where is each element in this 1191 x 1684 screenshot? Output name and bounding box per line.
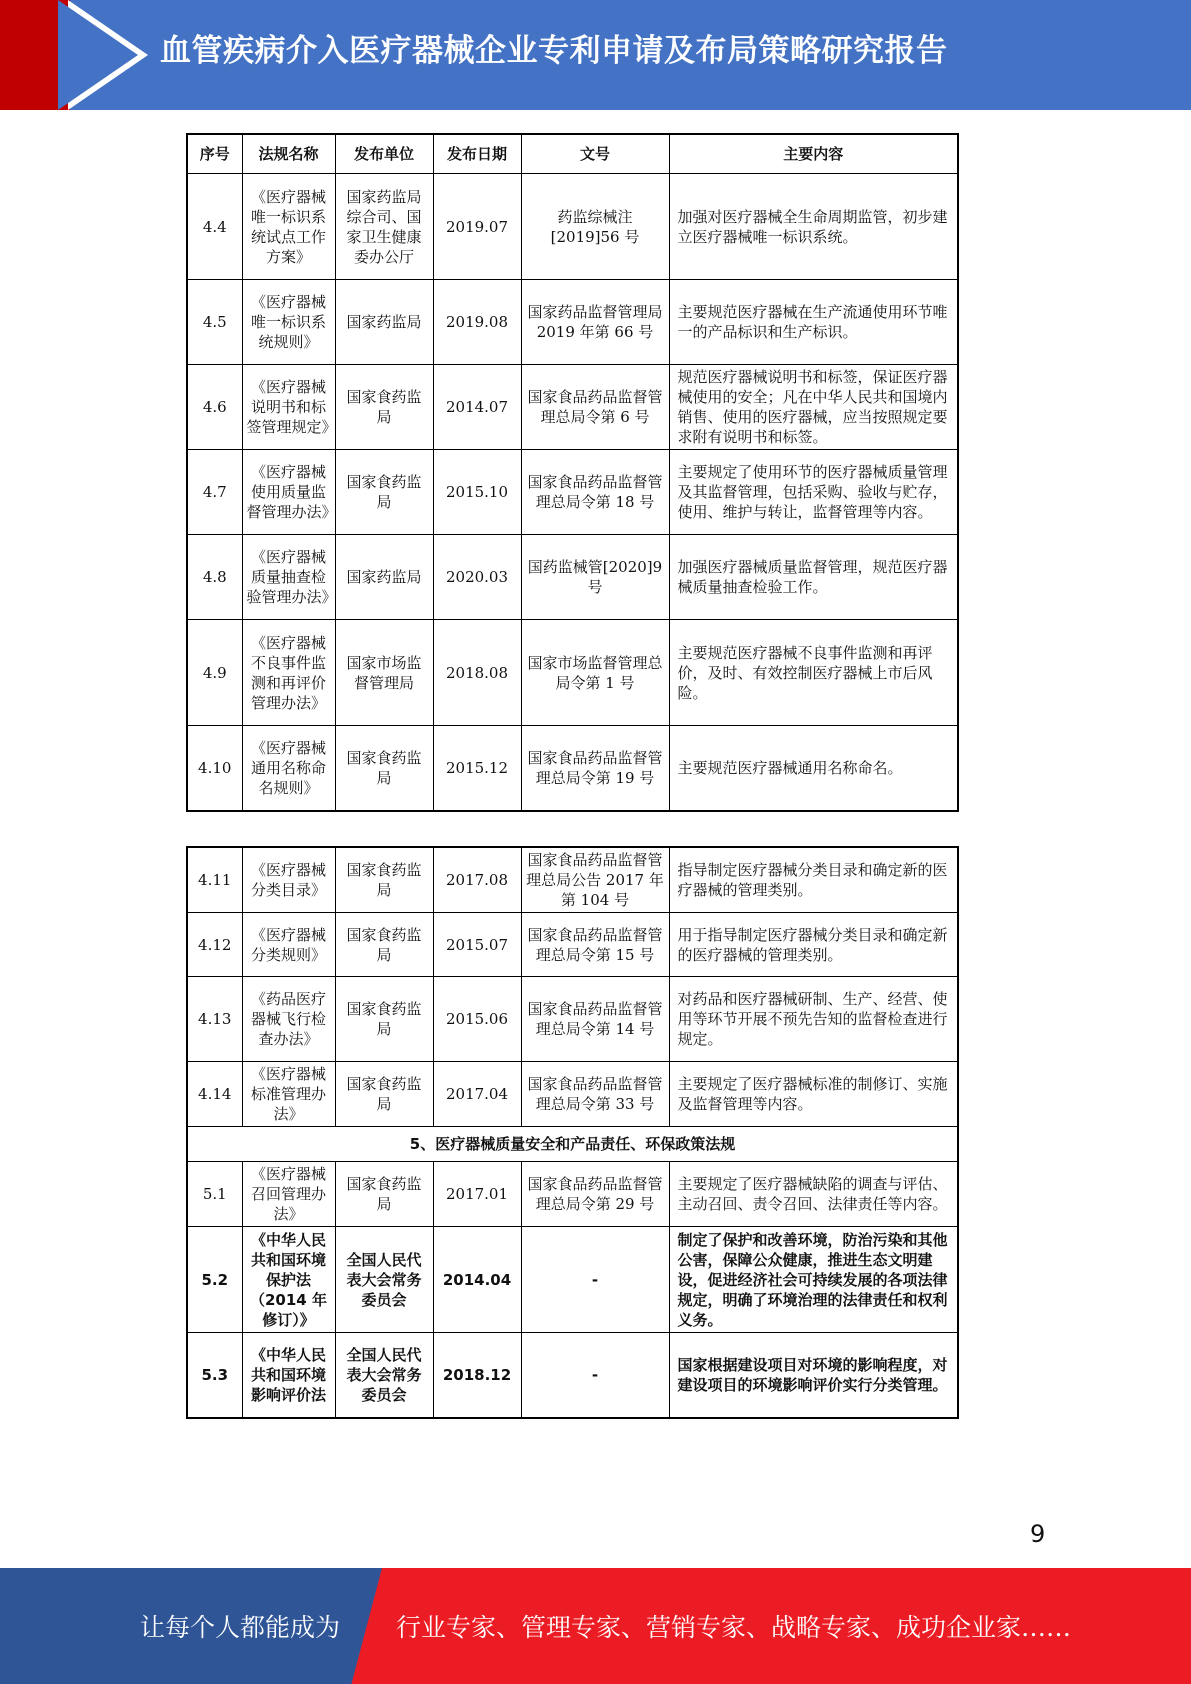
row-doc: - [521,1333,669,1418]
table-row [187,1227,958,1333]
row-doc: 国家食品药品监督管理总局令第 14 号 [521,977,669,1062]
row-name: 《医疗器械唯一标识系统规则》 [242,280,335,365]
row-no: 4.14 [187,1062,242,1127]
row-issuer: 国家食药监局 [335,726,433,811]
column-header-doc: 文号 [521,134,669,174]
regulations-table-part1 [186,133,959,812]
row-issuer: 全国人民代表大会常务委员会 [335,1333,433,1418]
row-no: 4.4 [187,174,242,280]
row-name: 《医疗器械通用名称命名规则》 [242,726,335,811]
row-name: 《医疗器械不良事件监测和再评价管理办法》 [242,620,335,726]
row-name: 《医疗器械质量抽查检验管理办法》 [242,535,335,620]
row-issuer: 国家食药监局 [335,977,433,1062]
footer-banner [0,1568,1191,1684]
row-doc: 国家药品监督管理局 2019 年第 66 号 [521,280,669,365]
row-issuer: 国家食药监局 [335,365,433,450]
row-date: 2019.07 [433,174,521,280]
row-no: 4.9 [187,620,242,726]
row-date: 2015.07 [433,913,521,977]
row-content: 对药品和医疗器械研制、生产、经营、使用等环节开展不预先告知的监督检查进行规定。 [669,977,958,1062]
row-no: 4.10 [187,726,242,811]
section-5-title: 5、医疗器械质量安全和产品责任、环保政策法规 [187,1127,958,1162]
row-doc: 药监综械注[2019]56 号 [521,174,669,280]
row-content: 主要规范医疗器械通用名称命名。 [669,726,958,811]
table-row [187,1162,958,1227]
row-date: 2018.12 [433,1333,521,1418]
row-no: 4.12 [187,913,242,977]
row-doc: 国家食品药品监督管理总局令第 33 号 [521,1062,669,1127]
table-row [187,977,958,1062]
row-name: 《医疗器械分类目录》 [242,847,335,913]
row-content: 主要规定了医疗器械标准的制修订、实施及监督管理等内容。 [669,1062,958,1127]
row-doc: 国家食品药品监督管理总局令第 19 号 [521,726,669,811]
row-content: 制定了保护和改善环境，防治污染和其他公害，保障公众健康，推进生态文明建设，促进经济社会可持续发展的各项法律规定，明确了环境治理的法律责任和权利义务。 [669,1227,958,1333]
row-date: 2014.04 [433,1227,521,1333]
column-header-name: 法规名称 [242,134,335,174]
row-doc: 国家食品药品监督管理总局令第 18 号 [521,450,669,535]
table-row [187,913,958,977]
row-no: 4.13 [187,977,242,1062]
row-date: 2015.06 [433,977,521,1062]
row-doc: 国药监械管[2020]9 号 [521,535,669,620]
row-name: 《医疗器械唯一标识系统试点工作方案》 [242,174,335,280]
row-doc: 国家市场监督管理总局令第 1 号 [521,620,669,726]
row-name: 《医疗器械使用质量监督管理办法》 [242,450,335,535]
column-header-no: 序号 [187,134,242,174]
row-date: 2017.04 [433,1062,521,1127]
table-row [187,620,958,726]
row-content: 主要规范医疗器械在生产流通使用环节唯一的产品标识和生产标识。 [669,280,958,365]
row-name: 《医疗器械分类规则》 [242,913,335,977]
row-doc: 国家食品药品监督管理总局令第 29 号 [521,1162,669,1227]
column-header-issuer: 发布单位 [335,134,433,174]
section-header-row [187,1127,958,1162]
row-content: 主要规定了医疗器械缺陷的调查与评估、主动召回、责令召回、法律责任等内容。 [669,1162,958,1227]
header-banner [0,0,1191,110]
table-row [187,1062,958,1127]
row-doc: - [521,1227,669,1333]
row-doc: 国家食品药品监督管理总局令第 15 号 [521,913,669,977]
row-content: 用于指导制定医疗器械分类目录和确定新的医疗器械的管理类别。 [669,913,958,977]
row-name: 《医疗器械标准管理办法》 [242,1062,335,1127]
row-name: 《中华人民共和国环境保护法（2014 年修订）》 [242,1227,335,1333]
row-issuer: 国家药监局综合司、国家卫生健康委办公厅 [335,174,433,280]
row-issuer: 全国人民代表大会常务委员会 [335,1227,433,1333]
row-issuer: 国家食药监局 [335,1062,433,1127]
column-header-content: 主要内容 [669,134,958,174]
row-content: 指导制定医疗器械分类目录和确定新的医疗器械的管理类别。 [669,847,958,913]
row-name: 《药品医疗器械飞行检查办法》 [242,977,335,1062]
table-row [187,726,958,811]
row-content: 国家根据建设项目对环境的影响程度，对建设项目的环境影响评价实行分类管理。 [669,1333,958,1418]
row-no: 4.6 [187,365,242,450]
table-row [187,847,958,913]
row-issuer: 国家食药监局 [335,450,433,535]
row-name: 《中华人民共和国环境影响评价法 [242,1333,335,1418]
row-no: 4.5 [187,280,242,365]
row-no: 5.2 [187,1227,242,1333]
row-issuer: 国家市场监督管理局 [335,620,433,726]
row-date: 2015.10 [433,450,521,535]
table-row [187,1333,958,1418]
table-row [187,280,958,365]
footer-slogan-left: 让每个人都能成为 [140,1613,341,1642]
row-date: 2019.08 [433,280,521,365]
row-name: 《医疗器械说明书和标签管理规定》 [242,365,335,450]
row-issuer: 国家食药监局 [335,913,433,977]
footer-slogan-right: 行业专家、管理专家、营销专家、战略专家、成功企业家…… [396,1613,1072,1642]
table-row [187,365,958,450]
page-number: 9 [1030,1520,1046,1548]
row-date: 2017.08 [433,847,521,913]
row-no: 5.1 [187,1162,242,1227]
table-row [187,535,958,620]
row-no: 4.7 [187,450,242,535]
column-header-date: 发布日期 [433,134,521,174]
row-no: 4.11 [187,847,242,913]
row-doc: 国家食品药品监督管理总局令第 6 号 [521,365,669,450]
row-content: 规范医疗器械说明书和标签，保证医疗器械使用的安全；凡在中华人民共和国境内销售、使用的医疗器械，应当按照规定要求附有说明书和标签。 [669,365,958,450]
row-issuer: 国家药监局 [335,535,433,620]
row-issuer: 国家食药监局 [335,847,433,913]
row-date: 2015.12 [433,726,521,811]
table-row [187,174,958,280]
row-date: 2018.08 [433,620,521,726]
row-content: 加强医疗器械质量监督管理，规范医疗器械质量抽查检验工作。 [669,535,958,620]
row-doc: 国家食品药品监督管理总局公告 2017 年第 104 号 [521,847,669,913]
regulations-table-part2 [186,846,959,1419]
row-date: 2017.01 [433,1162,521,1227]
row-content: 主要规范医疗器械不良事件监测和再评价，及时、有效控制医疗器械上市后风险。 [669,620,958,726]
table-row [187,450,958,535]
report-title: 血管疾病介入医疗器械企业专利申请及布局策略研究报告 [160,33,948,69]
row-content: 主要规定了使用环节的医疗器械质量管理及其监督管理，包括采购、验收与贮存，使用、维护与转让，监督管理等内容。 [669,450,958,535]
row-name: 《医疗器械召回管理办法》 [242,1162,335,1227]
row-issuer: 国家药监局 [335,280,433,365]
table-header-row [187,134,958,174]
row-date: 2014.07 [433,365,521,450]
row-no: 4.8 [187,535,242,620]
row-no: 5.3 [187,1333,242,1418]
row-issuer: 国家食药监局 [335,1162,433,1227]
row-date: 2020.03 [433,535,521,620]
header-blue-chevron [58,0,138,110]
row-content: 加强对医疗器械全生命周期监管，初步建立医疗器械唯一标识系统。 [669,174,958,280]
